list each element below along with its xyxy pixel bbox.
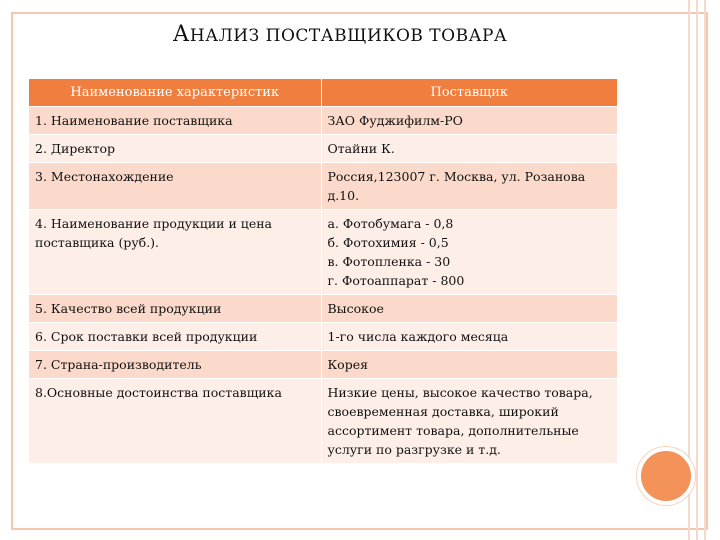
table-row <box>29 295 617 323</box>
row-label: 6. Срок поставки всей продукции <box>29 323 321 351</box>
title-first-letter: А <box>172 22 190 47</box>
table-row <box>29 107 617 135</box>
slide-title <box>0 22 680 47</box>
row-label: 7. Страна-производитель <box>29 351 321 379</box>
table-row <box>29 351 617 379</box>
table-row <box>29 135 617 163</box>
product-price-item: г. Фотоаппарат - 800 <box>327 273 465 288</box>
decorative-line <box>696 0 698 540</box>
row-label: 1. Наименование поставщика <box>29 107 321 135</box>
row-label: 3. Местонахождение <box>29 163 321 210</box>
title-rest: НАЛИЗ ПОСТАВЩИКОВ ТОВАРА <box>189 26 508 46</box>
row-label: 4. Наименование продукции и цена поставщика (руб.). <box>29 210 321 295</box>
row-value: Корея <box>321 351 617 379</box>
product-price-item: в. Фотопленка - 30 <box>327 254 451 269</box>
table-row <box>29 163 617 210</box>
header-supplier: Поставщик <box>321 79 617 107</box>
row-value: Высокое <box>321 295 617 323</box>
row-label: 5. Качество всей продукции <box>29 295 321 323</box>
product-price-item: б. Фотохимия - 0,5 <box>327 235 449 250</box>
row-label: 8.Основные достоинства поставщика <box>29 379 321 464</box>
row-value: Россия,123007 г. Москва, ул. Розанова д.10. <box>321 163 617 210</box>
table-header-row <box>29 79 617 107</box>
table-row <box>29 323 617 351</box>
product-price-item: а. Фотобумага - 0,8 <box>327 216 454 231</box>
row-value: 1-го числа каждого месяца <box>321 323 617 351</box>
supplier-table <box>29 79 617 463</box>
decorative-line <box>704 0 706 540</box>
row-value: ЗАО Фуджифилм-РО <box>321 107 617 135</box>
decorative-circle <box>637 447 695 505</box>
table-row <box>29 379 617 464</box>
table-row <box>29 210 617 295</box>
header-characteristics: Наименование характеристик <box>29 79 321 107</box>
row-label: 2. Директор <box>29 135 321 163</box>
row-value: Отайни К. <box>321 135 617 163</box>
row-value: Низкие цены, высокое качество товара, своевременная доставка, широкий ассортимент товара, дополнительные услуги по разгрузке и т.д. <box>321 379 617 464</box>
row-value-list <box>321 210 617 295</box>
